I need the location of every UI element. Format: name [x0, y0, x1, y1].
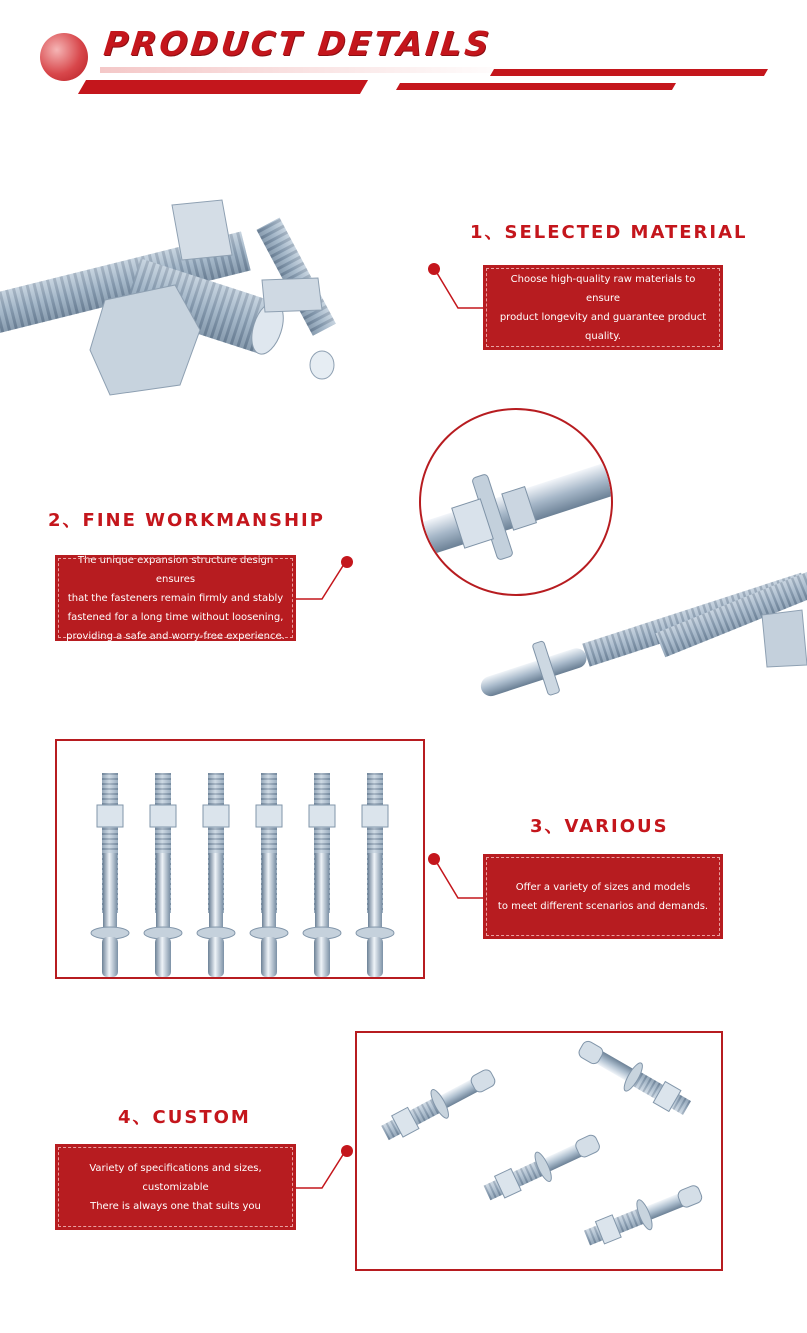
- connector-line: [294, 1150, 348, 1192]
- text-line: providing a safe and worry-free experience.: [66, 630, 285, 642]
- header-bar: [490, 69, 768, 76]
- page-title: PRODUCT DETAILS: [101, 24, 494, 63]
- text-line: customizable: [142, 1181, 209, 1193]
- connector-line: [294, 561, 348, 603]
- header-circle-icon: [40, 33, 88, 81]
- text-line: Choose high-quality raw materials to ensure: [510, 273, 696, 304]
- anchor-bolts-photo: [0, 160, 350, 410]
- connector-line: [434, 268, 486, 312]
- text-line: The unique expansion structure design ensures: [77, 554, 274, 585]
- connector-line: [434, 858, 486, 902]
- section-title-workmanship: 2、FINE WORKMANSHIP: [48, 510, 325, 531]
- text-line: to meet different scenarios and demands.: [497, 900, 709, 912]
- wedge-anchor-photo: [462, 555, 807, 700]
- header-bar: [396, 83, 676, 90]
- text-line: product longevity and guarantee product quality.: [499, 311, 707, 342]
- header-underline-fade: [100, 67, 520, 73]
- section-text-box-workmanship: [55, 555, 296, 641]
- bolt-row-photo: [57, 741, 423, 977]
- scattered-bolts-photo: [357, 1033, 721, 1269]
- section-text-box-various: [483, 854, 723, 939]
- text-line: fastened for a long time without loosening,: [67, 611, 284, 623]
- text-line: There is always one that suits you: [90, 1200, 261, 1212]
- section-title-material: 1、SELECTED MATERIAL: [470, 222, 748, 243]
- header-bar: [78, 80, 368, 94]
- section-text-box-material: [483, 265, 723, 350]
- section-text-box-custom: [55, 1144, 296, 1230]
- text-line: that the fasteners remain firmly and stably: [67, 592, 284, 604]
- text-line: Variety of specifications and sizes,: [89, 1162, 262, 1174]
- bolt-row-photo-frame: [55, 739, 425, 979]
- section-title-custom: 4、CUSTOM: [118, 1107, 251, 1128]
- scattered-bolts-photo-frame: [355, 1031, 723, 1271]
- section-title-various: 3、VARIOUS: [530, 816, 669, 837]
- text-line: Offer a variety of sizes and models: [515, 881, 691, 893]
